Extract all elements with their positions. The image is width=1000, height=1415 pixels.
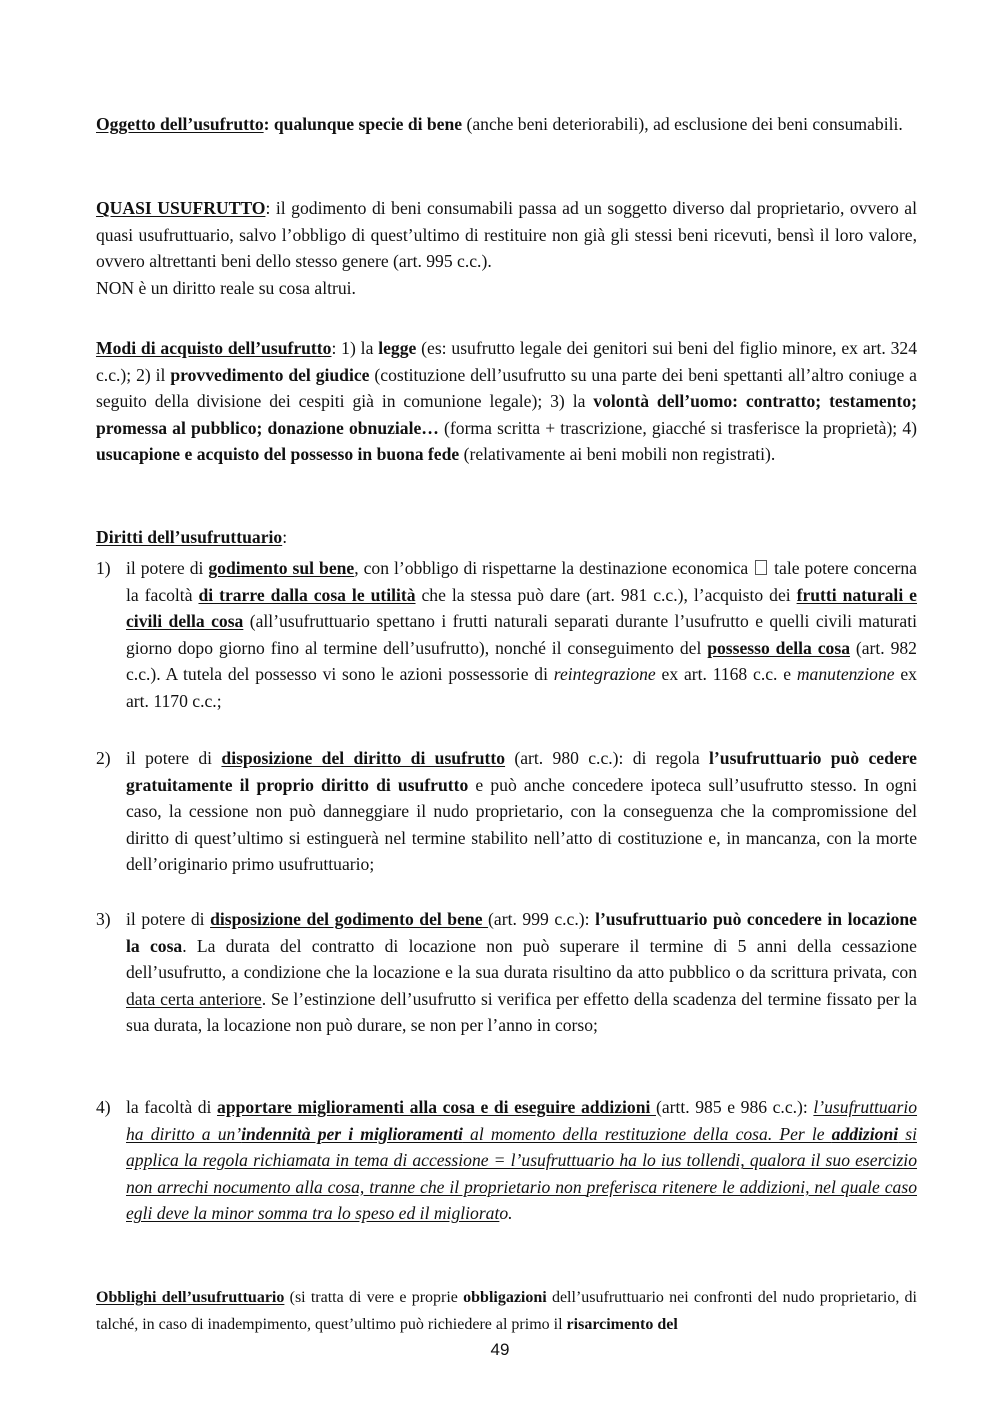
list-item-text — [126, 1094, 917, 1227]
text: , con l’obbligo di rispettarne la destinazione economica — [354, 558, 754, 578]
list-number: 1) — [96, 558, 111, 578]
heading-oggetto: Oggetto dell’usufrutto — [96, 114, 264, 134]
heading-diritti: Diritti dell’usufruttuario — [96, 527, 283, 547]
quasi-text: : il godimento di beni consumabili passa ad un soggetto diverso dal proprietario, ovvero al quasi usufruttuario, salvo l’obbligo di quest’ultimo di restituire non già gli stessi beni ricevuti, bensì il loro valore, ovvero altrettanti beni dello stesso genere (art. 995 c.c.). — [96, 198, 917, 272]
text: il potere di — [126, 558, 209, 578]
text: che la stessa può dare (art. 981 c.c.), l’acquisto dei — [415, 584, 797, 605]
paragraph-quasi-usufrutto — [96, 195, 917, 301]
list-item-text — [126, 906, 917, 1039]
oggetto-text: (anche beni deteriorabili), ad esclusione dei beni consumabili. — [462, 114, 903, 134]
quasi-line2: NON è un diritto reale su cosa altrui. — [96, 277, 356, 298]
modi-text-4: (forma scritta + trascrizione, giacché si trasferisce la proprietà); 4) — [438, 417, 918, 438]
modi-text-3: (costituzione dell’usufrutto su una parte dei beni spettanti all’altro coniuge a seguito della divisione dei cespiti già in comunione legale); 3) la — [96, 364, 917, 412]
underlined-term: godimento sul bene — [208, 558, 355, 578]
italic-underlined-text: al momento della restituzione della cosa. Per le — [462, 1123, 832, 1144]
italic-underlined-text: preferisca ritenere le addizioni, nel quale caso egli deve la minor somma tra lo speso ed il migliorat — [126, 1176, 917, 1224]
italic-underlined-text: si applica la regola richiamata in tema di accessione = l’usufruttuario ha lo — [126, 1123, 917, 1171]
modi-text-2: (es: usufrutto legale dei genitori sui beni del figlio minore, ex art. 324 c.c.); 2) il — [96, 338, 918, 385]
page-number: 49 — [490, 1340, 510, 1359]
italic-bold-term: addizioni — [831, 1123, 899, 1144]
oggetto-bold: : qualunque specie di bene — [263, 114, 463, 134]
text: la facoltà di — [126, 1097, 218, 1117]
obblighi-text-1: (si tratta di vere e proprie — [284, 1289, 464, 1306]
diritti-colon: : — [282, 527, 288, 547]
list-item-4 — [96, 1094, 917, 1227]
text: il potere di — [126, 909, 211, 929]
list-item-2 — [96, 745, 917, 878]
paragraph-oggetto — [96, 111, 917, 138]
bold-term: l’usufruttuario può concedere in locazione la cosa — [126, 909, 917, 956]
italic-underlined-text: l’usufruttuario ha diritto a un’ — [126, 1097, 918, 1144]
underlined-term: data certa anteriore — [126, 988, 262, 1009]
heading-obblighi: Obblighi dell’usufruttuario — [96, 1289, 285, 1306]
modi-bold-volonta: volontà dell’uomo: contratto; testamento; promessa al pubblico; donazione obnuziale… — [96, 391, 917, 438]
text: il potere di — [126, 748, 222, 768]
obblighi-text-2: dell’usufruttuario nei confronti del nudo proprietario, di talché, in caso di inadempimento, quest’ultimo può richiedere al primo il — [96, 1289, 917, 1333]
list-item-3 — [96, 906, 917, 1039]
paragraph-modi-acquisto — [96, 335, 917, 468]
heading-quasi-usufrutto: QUASI USUFRUTTO — [96, 198, 266, 218]
list-item-text — [126, 745, 917, 878]
text: (all’usufruttuario spettano i frutti naturali separati durante l’usufrutto e quelli civili maturati giorno dopo giorno fino al termine dell’usufrutto), nonché il conseguimento del — [126, 611, 918, 658]
list-number: 2) — [96, 748, 111, 768]
italic-term: reintegrazione — [553, 664, 656, 685]
list-item-1 — [96, 555, 917, 715]
text: (art. 982 c.c.). A tutela del possesso vi sono le azioni possessorie di — [126, 637, 917, 685]
underlined-term: possesso della cosa — [707, 637, 850, 658]
italic-term: manutenzione — [796, 664, 895, 685]
modi-bold-giudice: provvedimento del giudice — [170, 364, 370, 385]
text: tale potere concerna la facoltà — [126, 558, 917, 605]
text: (artt. 985 e 986 c.c.): — [655, 1097, 814, 1117]
arrow-symbol-icon — [755, 560, 767, 575]
text: ex art. 1168 c.c. e — [655, 664, 797, 685]
paragraph-diritti-heading — [96, 524, 917, 551]
underlined-term: disposizione del godimento del bene — [210, 909, 489, 929]
list-number: 3) — [96, 909, 111, 929]
underlined-term: disposizione del diritto di usufrutto — [221, 748, 506, 768]
obblighi-bold-2: risarcimento del — [566, 1315, 678, 1333]
modi-text-1: : 1) la — [331, 338, 379, 358]
italic-text: o. — [499, 1203, 513, 1224]
text: . La durata del contratto di locazione non può superare il termine di 5 anni della cessazione dell’usufrutto, a condizione che la locazione e la sua durata risultino da atto pubblico o da scrittura privata, con — [126, 935, 917, 983]
text: . Se l’estinzione dell’usufrutto si verifica per effetto della scadenza del termine fissato per la sua durata, la locazione non può durare, se non per l’anno in corso; — [126, 988, 917, 1036]
list-item-text — [126, 555, 917, 715]
italic-bold-term: indennità per i miglioramenti — [241, 1123, 463, 1144]
underlined-term: frutti naturali e civili della cosa — [126, 584, 917, 632]
text: e può anche concedere ipoteca sull’usufrutto stesso. In ogni caso, la cessione non può danneggiare il nudo proprietario, con la conseguenza che la compromissione del diritto di quest’ultimo si estinguerà nel termine stabilito nell’atto di costituzione e, in mancanza, con la morte dell’originario primo usufruttuario; — [126, 774, 917, 875]
obblighi-bold-1: obbligazioni — [463, 1289, 547, 1306]
modi-bold-usucapione: usucapione e acquisto del possesso in buona fede — [96, 444, 460, 465]
underlined-term: apportare miglioramenti alla cosa e di eseguire addizioni — [217, 1097, 656, 1117]
paragraph-obblighi — [96, 1285, 917, 1338]
list-number: 4) — [96, 1097, 111, 1117]
text: ex art. 1170 c.c.; — [126, 664, 917, 711]
modi-bold-legge: legge — [378, 338, 417, 358]
italic-underlined-text: ius tollendi, qualora il suo esercizio non arrechi nocumento alla cosa, tranne che il proprietario non — [126, 1150, 917, 1197]
text: (art. 980 c.c.): di regola — [505, 748, 710, 768]
bold-term: l’usufruttuario può cedere gratuitamente il proprio diritto di usufrutto — [126, 748, 917, 795]
text: (art. 999 c.c.): — [488, 909, 596, 929]
heading-modi-acquisto: Modi di acquisto dell’usufrutto — [96, 338, 332, 358]
modi-text-5: (relativamente ai beni mobili non registrati). — [459, 444, 776, 465]
underlined-term: di trarre dalla cosa le utilità — [198, 584, 416, 605]
